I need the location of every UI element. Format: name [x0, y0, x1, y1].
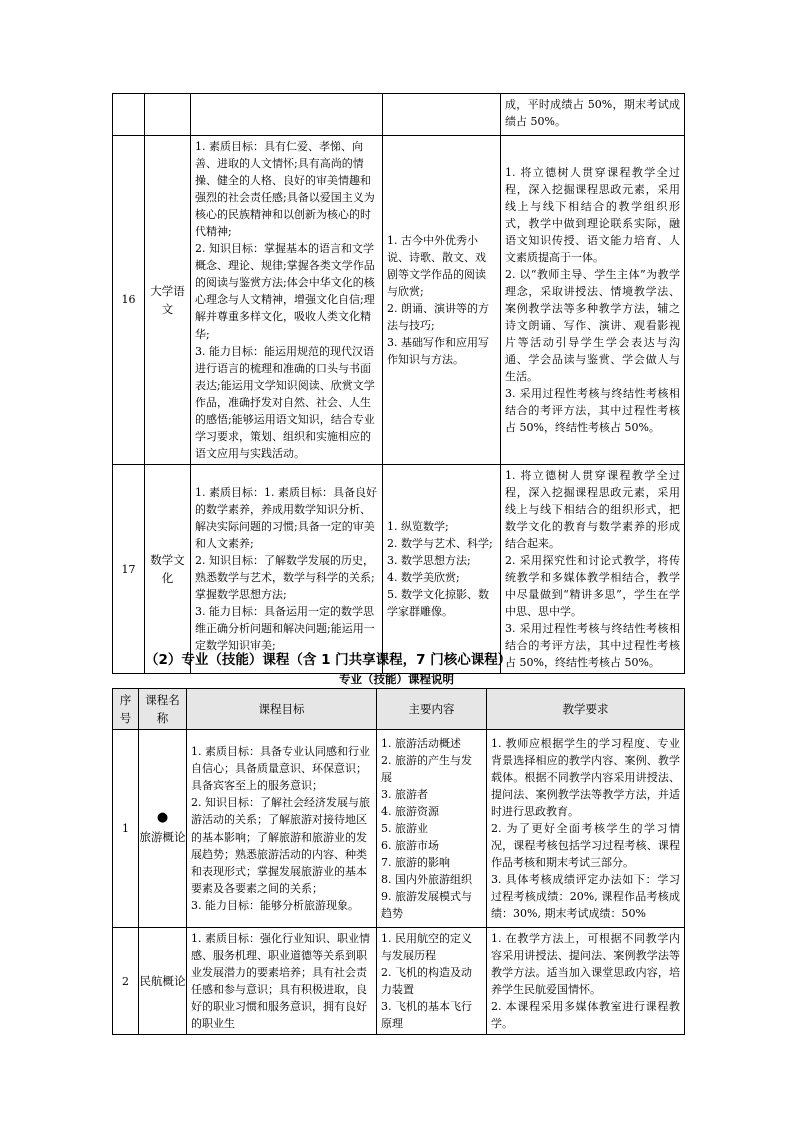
column-header-name: 课程名称 [139, 689, 187, 730]
major-courses-table [112, 688, 685, 1035]
course-name: 民航概论 [139, 928, 187, 1035]
table-row [113, 464, 685, 674]
content-item: 4. 数学美欣赏; [387, 571, 460, 585]
content-item: 1. 纵览数学; [387, 520, 449, 534]
content-item: 3. 旅游者 [381, 787, 428, 801]
table-row [113, 136, 685, 465]
content-item: 1. 民用航空的定义与发展历程 [381, 932, 472, 963]
course-contents [377, 730, 487, 928]
requirement-item: 2. 本课程采用多媒体教室进行课程教学。 [491, 1000, 680, 1031]
requirement-item: 3. 采用过程性考核与终结性考核相结合的考评方法，其中过程性考核占 50%，终结性考核占 50%。 [505, 387, 680, 435]
requirement-item: 1. 在教学方法上，可根据不同教学内容采用讲授法、提问法、案例教学法等教学方法。适当加入课堂思政内容，培养学生民航爱国情怀。 [491, 932, 680, 997]
table-caption: 专业（技能）课程说明 [339, 672, 454, 686]
course-number: 16 [113, 136, 145, 465]
course-number: 17 [113, 464, 145, 674]
content-item: 4. 旅游资源 [381, 804, 439, 818]
content-item: 9. 旅游发展模式与趋势 [381, 890, 472, 921]
requirement-item: 3. 具体考核成绩评定办法如下：学习过程考核成绩：20%, 课程作品考核成绩：30%, 期末考试成绩：50% [491, 873, 680, 921]
requirement-text: 成，平时成绩占 50%，期末考试成绩占 50%。 [505, 98, 680, 129]
requirement-item: 1. 将立德树人贯穿课程教学全过程，深入挖掘课程思政元素，采用线上与线下相结合的教学组织形式，教学中做到理论联系实际，融语文知识传授、语文能力培育、人文素质提高于一体。 [505, 165, 680, 264]
course-contents-cell [383, 94, 501, 136]
column-header-goals: 课程目标 [187, 689, 377, 730]
goal-item: 2. 知识目标：了解社会经济发展与旅游活动的关系；了解旅游对接待地区的基本影响；了解旅游和旅游业的发展趋势；熟悉旅游活动的内容、种类和表现形式；掌握发展旅游业的基本要素及各要素之间的关系； [191, 796, 370, 895]
course-requirements [501, 464, 685, 674]
requirement-item: 2. 为了更好全面考核学生的学习情况，课程考核包括学习过程考核、课程作品考核和期末考试三部分。 [491, 821, 680, 870]
content-item: 3. 飞机的基本飞行原理 [381, 1000, 472, 1031]
content-item: 6. 旅游市场 [381, 839, 439, 853]
course-goals [191, 136, 383, 465]
course-requirements [487, 730, 685, 928]
goal-item: 1. 素质目标：具有仁爱、孝悌、向善、进取的人文情怀;具有高尚的情操、健全的人格、良好的审美情趣和强烈的社会责任感;具备以爱国主义为核心的民族精神和以创新为核心的时代精神; [195, 140, 375, 239]
column-header-requirements: 教学要求 [487, 689, 685, 730]
content-item: 2. 数学与艺术、科学; [387, 537, 493, 551]
course-name-cell [145, 94, 191, 136]
course-goals-cell [191, 94, 383, 136]
column-header-contents: 主要内容 [377, 689, 487, 730]
general-courses-table [112, 93, 685, 674]
course-requirements [487, 928, 685, 1035]
content-item: 1. 旅游活动概述 [381, 736, 461, 750]
content-item: 7. 旅游的影响 [381, 856, 450, 870]
goal-item: 1. 素质目标：强化行业知识、职业情感、服务机理、职业道德等关系到职业发展潜力的要素培养；具有社会责任感和参与意识；具有积极进取，良好的职业习惯和服务意识，拥有良好的职业生 [191, 932, 370, 1031]
content-item: 8. 国内外旅游组织 [381, 873, 472, 887]
course-goals [187, 928, 377, 1035]
requirement-item: 2. 采用探究性和讨论式教学，将传统教学和多媒体教学相结合，教学中尽量做到“精讲多思”，学生在学中思、思中学。 [505, 554, 680, 619]
table-row [113, 94, 685, 136]
content-item: 5. 旅游业 [381, 821, 428, 835]
requirement-item: 1. 将立德树人贯穿课程教学全过程，深入挖掘课程思政元素，采用线上与线下相结合的组织形式，把数学文化的教育与数学素养的形成结合起来。 [505, 468, 680, 551]
requirement-item: 1. 教师应根据学生的学习程度、专业背景选择相应的教学内容、案例、教学载体。根据不同教学内容采用讲授法、提问法、案例教学法等教学方法，并适时进行思政教育。 [491, 736, 680, 818]
course-contents [383, 464, 501, 674]
course-requirements [501, 136, 685, 465]
course-number: 1 [113, 730, 139, 928]
course-goals [187, 730, 377, 928]
course-name: 数学文化 [145, 464, 191, 674]
course-name: 大学语文 [145, 136, 191, 465]
table-row [113, 928, 685, 1035]
table-header-row [113, 689, 685, 730]
content-item: 3. 基础写作和应用写作知识与方法。 [387, 336, 489, 367]
course-name: 旅游概论 [139, 829, 186, 844]
goal-item: 3. 能力目标：能运用规范的现代汉语进行语言的梳理和准确的口头与书面表达;能运用文学知识阅读、欣赏文学作品，准确抒发对自然、社会、人生的感悟;能够运用语文知识，结合专业学习要求，策划、组织和实施相应的语文应用与实践活动。 [195, 344, 375, 460]
course-goals [191, 464, 383, 674]
course-number: 2 [113, 928, 139, 1035]
content-item: 3. 数学思想方法; [387, 554, 471, 568]
course-name-cell [139, 730, 187, 928]
goal-item: 2. 知识目标：了解数学发展的历史，熟悉数学与艺术，数学与科学的关系;掌握数学思想方法; [195, 554, 375, 602]
content-item: 2. 旅游的产生与发展 [381, 753, 472, 784]
core-course-bullet: ● [156, 809, 169, 825]
requirement-item: 3. 采用过程性考核与终结性考核相结合的考评方法，其中过程性考核占 50%，终结性考核占 50%。 [505, 622, 680, 670]
content-item: 2. 飞机的构造及动力装置 [381, 966, 472, 997]
goal-item: 3. 能力目标：能够分析旅游现象。 [191, 898, 359, 912]
goal-item: 2. 知识目标：掌握基本的语言和文学概念、理论、规律;掌握各类文学作品的阅读与鉴赏方法;体会中华文化的核心理念与人文精神，增强文化自信;理解并尊重多样文化，吸收人类文化精华; [195, 242, 375, 341]
table-row [113, 730, 685, 928]
content-item: 5. 数学文化掠影、数学家群雕像。 [387, 588, 489, 619]
course-contents [383, 136, 501, 465]
content-item: 2. 朗诵、演讲等的方法与技巧; [387, 301, 489, 332]
column-header-no: 序号 [113, 689, 139, 730]
section-title: （2）专业（技能）课程（含 1 门共享课程，7 门核心课程） [145, 652, 512, 668]
requirement-item: 2. 以“教师主导、学生主体”为教学理念，采取讲授法、情境教学法、案例教学法等多种教学方法，辅之诗文朗诵、写作、演讲、观看影视片等活动引导学生学会表达与沟通、学会品读与鉴赏、学会做人与生活。 [505, 267, 680, 384]
course-requirements-cell [501, 94, 685, 136]
content-item: 1. 古今中外优秀小说、诗歌、散文、戏剧等文学作品的阅读与欣赏; [387, 233, 486, 298]
goal-item: 1. 素质目标：具备专业认同感和行业自信心；具备质量意识、环保意识；具备宾客至上的服务意识； [191, 745, 370, 793]
goal-item: 3. 能力目标：具备运用一定的数学思维正确分析问题和解决问题;能运用一定数学知识审美; [195, 605, 375, 653]
goal-item: 1. 素质目标：1. 素质目标：具备良好的数学素养，养成用数学知识分析、解决实际问题的习惯;具备一定的审美和人文素养; [195, 485, 377, 551]
course-number-cell [113, 94, 145, 136]
course-contents [377, 928, 487, 1035]
